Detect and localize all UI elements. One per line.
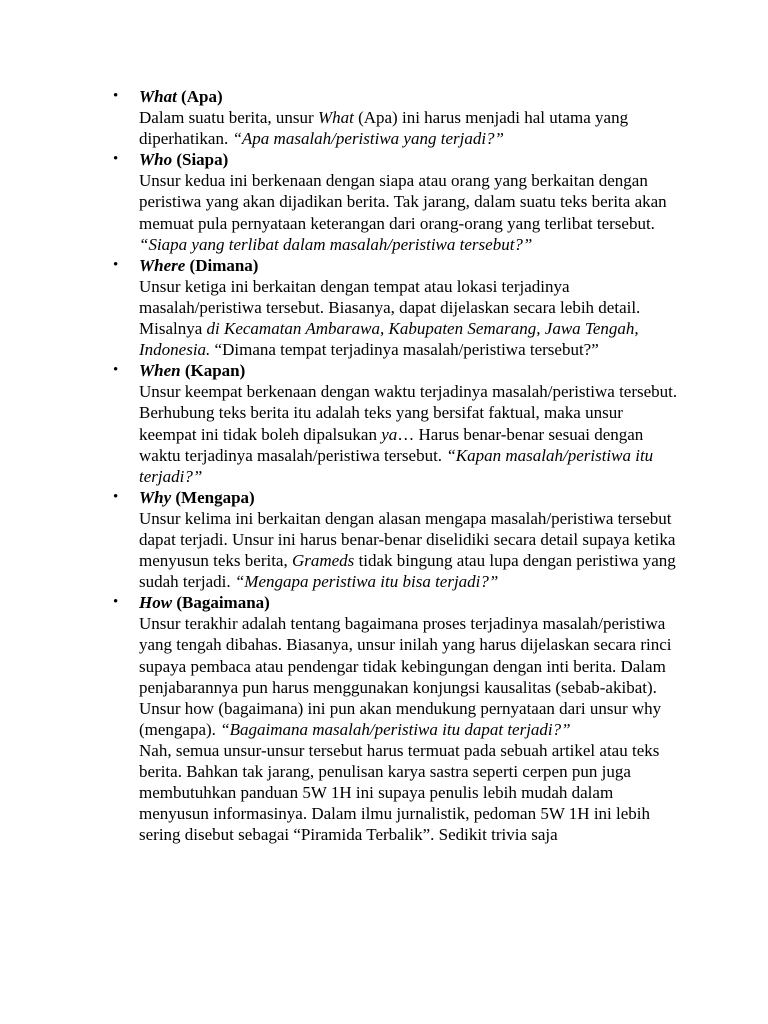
- item-heading: How (Bagaimana): [139, 593, 270, 613]
- item-heading: Where (Dimana): [139, 255, 259, 275]
- item-heading: Why (Mengapa): [139, 487, 255, 507]
- list-item-when: [113, 360, 684, 487]
- list-item-what: [113, 86, 684, 149]
- item-heading: Who (Siapa): [139, 150, 229, 170]
- bullet-icon: •: [113, 151, 119, 168]
- closing-paragraph: Nah, semua unsur-unsur tersebut harus termuat pada sebuah artikel atau teks berita. Bahkan tak jarang, penulisan karya sastra seperti cerpen pun juga membutuhkan panduan 5W 1H ini supaya penulis lebih mudah dalam menyusun informasinya. Dalam ilmu jurnalistik, pedoman 5W 1H ini lebih sering disebut sebagai “Piramida Terbalik”. Sedikit trivia saja: [139, 740, 660, 845]
- bullet-icon: •: [113, 256, 119, 273]
- list-item-why: [113, 487, 684, 592]
- item-body: Unsur keempat berkenaan dengan waktu terjadinya masalah/peristiwa tersebut. Berhubung teks berita itu adalah teks yang bersifat faktual, maka unsur keempat ini tidak boleh dipalsukan ya… Harus benar-benar sesuai dengan waktu terjadinya masalah/peristiwa tersebut. “Kapan masalah/peristiwa itu terjadi?”: [139, 382, 678, 486]
- item-body: Unsur kelima ini berkaitan dengan alasan mengapa masalah/peristiwa tersebut dapat terjadi. Unsur ini harus benar-benar diselidiki secara detail supaya ketika menyusun teks berita, Grameds tidak bingung atau lupa dengan peristiwa yang sudah terjadi. “Mengapa peristiwa itu bisa terjadi?”: [139, 508, 676, 592]
- bullet-icon: •: [113, 88, 119, 104]
- item-body: Unsur kedua ini berkenaan dengan siapa atau orang yang berkaitan dengan peristiwa yang akan dijadikan berita. Tak jarang, dalam suatu teks berita akan memuat pula pernyataan keterangan dari orang-orang yang terlibat tersebut. “Siapa yang terlibat dalam masalah/peristiwa tersebut?”: [139, 171, 667, 254]
- item-body: Dalam suatu berita, unsur What (Apa) ini harus menjadi hal utama yang diperhatikan. “Apa masalah/peristiwa yang terjadi?”: [139, 108, 629, 149]
- item-body: Unsur terakhir adalah tentang bagaimana proses terjadinya masalah/peristiwa yang tengah dibahas. Biasanya, unsur inilah yang harus dijelaskan secara rinci supaya pembaca atau pendengar tidak kebingungan dengan inti berita. Dalam penjabarannya pun harus menggunakan konjungsi kausalitas (sebab-akibat). Unsur how (bagaimana) ini pun akan mendukung pernyataan dari unsur why (mengapa). “Bagaimana masalah/peristiwa itu dapat terjadi?”: [139, 614, 672, 739]
- item-body: Unsur ketiga ini berkaitan dengan tempat atau lokasi terjadinya masalah/peristiwa tersebut. Biasanya, dapat dijelaskan secara lebih detail. Misalnya di Kecamatan Ambarawa, Kabupaten Semarang, Jawa Tengah, Indonesia. “Dimana tempat terjadinya masalah/peristiwa tersebut?”: [139, 276, 641, 360]
- list-item-where: [113, 255, 684, 360]
- item-heading: When (Kapan): [139, 361, 246, 381]
- item-heading: What (Apa): [139, 87, 223, 106]
- list-item-who: [113, 149, 684, 254]
- bullet-icon: •: [113, 488, 119, 505]
- bullet-icon: •: [113, 362, 119, 379]
- list-item-how: [113, 592, 684, 845]
- document-body: [113, 86, 684, 845]
- bullet-icon: •: [113, 594, 119, 611]
